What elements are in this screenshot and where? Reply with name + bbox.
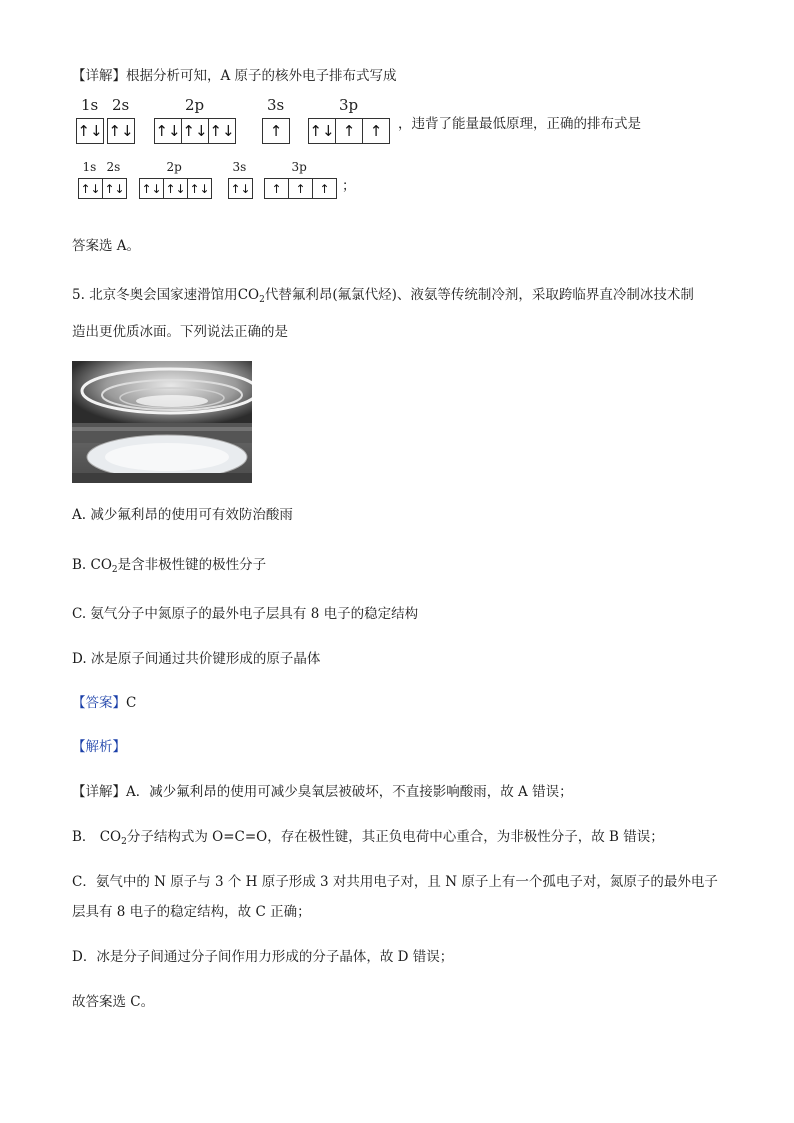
analysis-block	[72, 737, 126, 757]
answer-tag: 【答案】	[72, 695, 126, 711]
orbital-cell: ↑↓	[209, 122, 235, 140]
orbital-cell: ↑	[289, 179, 313, 198]
question-5-line2	[72, 322, 288, 342]
option-a	[72, 505, 293, 525]
orbital-boxes-3p	[308, 118, 390, 144]
semicolon	[342, 176, 356, 196]
option-b-co2	[91, 557, 118, 573]
analysis-tag: 【解析】	[72, 739, 126, 755]
question-text-b: 代替氟利昂(氟氯代烃)、液氨等传统制冷剂，采取跨临界直冷制冰技术制	[264, 287, 694, 303]
question-text-a: 北京冬奥会国家速滑馆用	[89, 287, 238, 303]
final-answer-text: 故答案选 C。	[72, 994, 155, 1010]
option-b	[72, 555, 266, 575]
option-c-text: C. 氨气分子中氮原子的最外电子层具有 8 电子的稳定结构	[72, 606, 419, 622]
orbital-cell: ↑↓	[182, 119, 209, 143]
option-b-co2-sub: 2	[111, 565, 118, 575]
detail-c1-text: C．氨气中的 N 原子与 3 个 H 原子形成 3 对共用电子对，且 N 原子上有一个孤电子对，氮原子的最外电子	[72, 874, 718, 890]
answer-line-1	[72, 236, 140, 256]
orbital-label-2s: 2s	[112, 96, 130, 114]
orbital-boxes-2p	[154, 118, 236, 144]
detail-c-line2	[72, 902, 311, 922]
orbital-cell: ↑↓	[164, 179, 188, 198]
orbital-label-2p: 2p	[185, 96, 205, 114]
option-d-text: D. 冰是原子间通过共价键形成的原子晶体	[72, 651, 321, 667]
answer-value: C	[126, 695, 137, 711]
orbital-cell: ↑↓	[77, 122, 103, 140]
detail-b-prefix: B．	[72, 829, 100, 845]
option-b-co2-main: CO	[90, 557, 112, 573]
detail-b	[72, 827, 664, 847]
orbital-boxes-3p	[264, 178, 337, 199]
orbital-cell: ↑↓	[80, 181, 101, 196]
orbital-cell: ↑	[336, 119, 363, 143]
orbital-label-1s: 1s	[81, 96, 99, 114]
orbital-cell: ↑	[269, 122, 283, 140]
co2-sub: 2	[259, 295, 265, 305]
detail-b-co2-sub: 2	[121, 837, 127, 847]
option-c	[72, 604, 418, 624]
detail-a-text: 【详解】A．减少氟利昂的使用可减少臭氧层被破坏，不直接影响酸雨，故 A 错误；	[72, 784, 573, 800]
detail-d	[72, 947, 453, 967]
orbital-cell: ↑↓	[108, 122, 134, 140]
orbital-cell: ↑↓	[189, 181, 210, 196]
detail-intro-text: 【详解】根据分析可知，A 原子的核外电子排布式写成	[72, 68, 397, 84]
detail-c2-text: 层具有 8 电子的稳定结构，故 C 正确；	[72, 904, 311, 920]
option-a-text: A. 减少氟利昂的使用可有效防治酸雨	[72, 507, 293, 523]
orbital-diagram-correct	[78, 160, 348, 202]
question-line2-text: 造出更优质冰面。下列说法正确的是	[72, 324, 288, 340]
orbital-label-3s: 3s	[232, 160, 247, 174]
orbital-cell: ↑↓	[104, 181, 125, 196]
orbital-boxes-3s	[228, 178, 253, 199]
orbital-boxes-1s	[78, 178, 103, 199]
orbital-boxes-1s	[76, 118, 104, 144]
co2-main: CO	[237, 287, 260, 303]
detail-b-co2-main: CO	[99, 829, 122, 845]
violation-text-span: ，违背了能量最低原理，正确的排布式是	[398, 116, 641, 132]
answer-block	[72, 693, 136, 713]
orbital-cell: ↑	[369, 122, 383, 140]
orbital-boxes-2p	[139, 178, 212, 199]
orbital-label-2s: 2s	[106, 160, 121, 174]
orbital-cell: ↑↓	[309, 119, 336, 143]
orbital-boxes-2s	[102, 178, 127, 199]
detail-intro	[72, 66, 397, 86]
orbital-label-3p: 3p	[339, 96, 359, 114]
orbital-diagram-wrong	[76, 96, 406, 146]
orbital-boxes-2s	[107, 118, 135, 144]
detail-c-line1	[72, 872, 718, 892]
semicolon-text: ；	[342, 178, 356, 194]
answer-line-1-text: 答案选 A。	[72, 238, 141, 254]
question-5-line1	[72, 285, 694, 305]
orbital-label-3p: 3p	[291, 160, 307, 174]
orbital-cell: ↑↓	[155, 119, 182, 143]
detail-b-co2	[100, 829, 127, 845]
detail-b-rest: 分子结构式为 O=C=O，存在极性键，其正负电荷中心重合，为非极性分子，故 B 错误；	[126, 829, 664, 845]
co2-formula	[238, 287, 265, 303]
orbital-cell: ↑↓	[140, 179, 164, 198]
speed-skating-oval-photo	[72, 361, 252, 483]
option-b-prefix: B.	[72, 557, 91, 573]
violation-text	[398, 114, 641, 134]
detail-a	[72, 782, 573, 802]
question-number: 5.	[72, 287, 85, 303]
orbital-cell: ↑	[265, 179, 289, 198]
orbital-cell: ↑	[319, 181, 330, 196]
orbital-boxes-3s	[262, 118, 290, 144]
option-d	[72, 649, 320, 669]
orbital-label-2p: 2p	[166, 160, 182, 174]
orbital-cell: ↑↓	[230, 181, 251, 196]
orbital-label-1s: 1s	[82, 160, 97, 174]
option-b-rest: 是含非极性键的极性分子	[117, 557, 267, 573]
orbital-label-3s: 3s	[267, 96, 285, 114]
final-answer	[72, 992, 154, 1012]
detail-d-text: D．冰是分子间通过分子间作用力形成的分子晶体，故 D 错误；	[72, 949, 454, 965]
